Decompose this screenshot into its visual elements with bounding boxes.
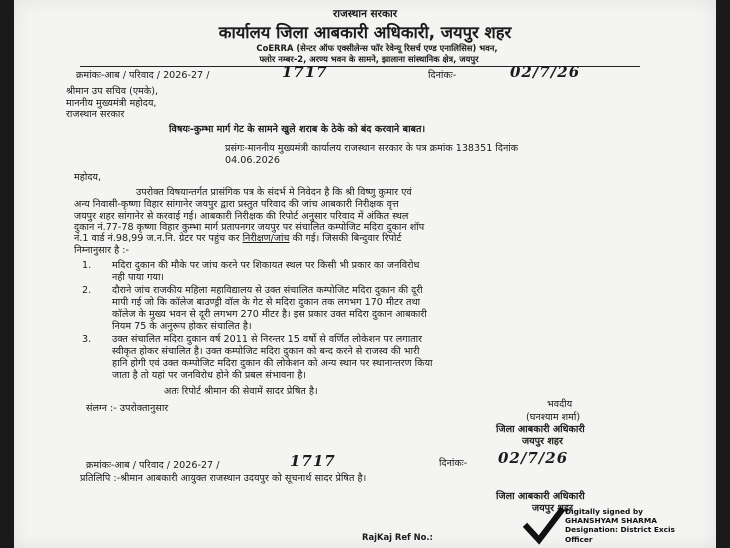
intro-line-4: दुकान नं.77-78 कृष्णा विहार कुम्भा मार्ग प्रतापनगर जयपुर पर संचालित कम्पोजिट मदिरा दुकान शॉप xyxy=(74,222,425,233)
office-address-line-2: फ्लोर नम्बर-2, अरण्य भवन के सामने, झालाना सांस्थानिक क्षेत्र, जयपुर xyxy=(259,54,479,64)
point-1-number: 1. xyxy=(82,260,92,271)
office-address-line-1: CoERRA (सेन्टर ऑफ एक्सीलेन्स फॉर रेवेन्यू रिसर्च एण्ड एनालिसिस) भवन, xyxy=(256,43,498,53)
signatory-designation: जिला आबकारी अधिकारी xyxy=(496,424,585,435)
reference-number-label: क्रमांकः-आब / परिवाद / 2026-27 / xyxy=(76,70,210,81)
copy-signatory-place: जयपुर शहर xyxy=(532,503,573,514)
intro-line-3: जयपुर शहर सांगानेर से करवाई गई। आबकारी निरीक्षक की रिपोर्ट अनुसार परिवाद में अंकित स्थल xyxy=(74,211,409,222)
signatory-name: (घनश्याम शर्मा) xyxy=(526,412,581,423)
digital-signature-signer: GHANSHYAM SHARMA xyxy=(565,516,657,526)
point-3-line-3: हानि होगी एवं उक्त कम्पोजिट मदिरा दुकान की लोकेशन को अन्य स्थान पर स्थानान्तरण किया xyxy=(112,358,433,369)
point-2-line-2: मापी गई जो कि कॉलेज बाउण्ड्री वॉल के गेट से मदिरा दुकान तक लगभग 170 मीटर तथा xyxy=(112,297,421,308)
verified-check-icon xyxy=(523,505,565,548)
date-handwritten: 02/7/26 xyxy=(510,63,581,81)
addressee-line-2: माननीय मुख्यमंत्री महोदय, xyxy=(66,98,157,109)
point-2-number: 2. xyxy=(82,285,92,296)
signatory-place: जयपुर शहर xyxy=(522,436,563,447)
point-1-line-1: मदिरा दुकान की मौके पर जांच करने पर शिकायत स्थल पर किसी भी प्रकार का जनविरोध xyxy=(112,260,420,271)
copy-reference-number-label: क्रमांकः-आब / परिवाद / 2026-27 / xyxy=(86,460,220,471)
digital-signature-designation: Designation: District Excis xyxy=(565,525,675,535)
intro-line-1: उपरोक्त विषयान्तर्गत प्रासंगिक पत्र के संदर्भ मे निवेदन है कि श्री विष्णु कुमार एवं xyxy=(136,187,412,198)
intro-line-5-b: की गई। जिसकी बिन्दुवार रिपोर्ट xyxy=(292,233,402,244)
point-3-line-2: स्वीकृत होकर संचालित है। उक्त कम्पोजिट मदिरा दुकान को बन्द करने से राजस्व की भारी xyxy=(112,346,420,357)
point-2-line-3: कॉलेज के मुख्य भवन से दूरी लगभग 270 मीटर है। इस प्रकार उक्त मदिरा दुकान आबकारी xyxy=(112,309,427,320)
digital-signature-text xyxy=(565,507,675,544)
enclosure-note: संलग्न :- उपरोक्तानुसार xyxy=(86,403,169,414)
reference-number-handwritten: 1717 xyxy=(282,63,328,81)
reference-letter-line-1: प्रसंगः-माननीय मुख्यमंत्री कार्यालय राजस्थान सरकार के पत्र क्रमांक 138351 दिनांक xyxy=(225,143,519,154)
signoff-bhavdiy: भवदीय xyxy=(547,399,573,410)
addressee-line-1: श्रीमान उप सचिव (एमके), xyxy=(66,86,159,97)
intro-line-5 xyxy=(74,233,401,245)
copy-signatory-designation: जिला आबकारी अधिकारी xyxy=(496,491,585,502)
forward-note: अतः रिपोर्ट श्रीमान की सेवामें सादर प्रेषित है। xyxy=(164,386,318,397)
point-2-line-1: दौराने जांच राजकीय महिला महाविद्यालय से उक्त संचालित कम्पोजिट मदिरा दुकान की दूरी xyxy=(112,285,423,296)
point-3-number: 3. xyxy=(82,334,92,345)
inspection-term: निरीक्षण/जांच xyxy=(242,233,290,244)
point-3-line-4: जाता है तो यहां पर जनविरोध होने की प्रबल संभावना है। xyxy=(112,370,306,381)
copy-date-label: दिनांकः- xyxy=(439,458,468,469)
addressee-line-3: राजस्थान सरकार xyxy=(66,109,125,120)
copy-to-line: प्रतिलिपि :-श्रीमान आबकारी आयुक्त राजस्थान उदयपुर को सूचनार्थ सादर प्रेषित है। xyxy=(80,473,367,484)
rajkaj-reference: RajKaj Ref No.: xyxy=(362,532,433,542)
intro-line-6: निम्नानुसार है :- xyxy=(74,245,129,256)
digital-signature-stamp xyxy=(523,505,716,548)
reference-letter-line-2: 04.06.2026 xyxy=(225,155,280,166)
copy-reference-number-handwritten: 1717 xyxy=(290,452,336,470)
copy-date-handwritten: 02/7/26 xyxy=(498,449,569,467)
point-3-line-1: उक्त संचालित मदिरा दुकान वर्ष 2011 से निरन्तर 15 वर्षो से वर्णित लोकेशन पर लगातार xyxy=(112,334,423,345)
intro-line-5-a: नं.1 वार्ड नं.98,99 ज.न.नि. ग्रेटर पर पहुंच कर xyxy=(74,233,240,244)
point-1-line-2: नही पाया गया। xyxy=(112,272,165,283)
salutation: महोदय, xyxy=(74,172,102,183)
govt-name: राजस्थान सरकार xyxy=(332,8,398,20)
digital-signature-line-1: Digitally signed by xyxy=(565,507,643,516)
intro-line-2: अन्य निवासी-कृष्णा विहार सांगानेर जयपुर द्वारा प्रस्तुत परिवाद की जांच आबकारी निरीक्षक वृत्त xyxy=(74,199,399,210)
point-2-line-4: नियम 75 के अनुरूप होकर संचालित है। xyxy=(112,321,252,332)
letter-page xyxy=(14,0,716,548)
date-label: दिनांकः- xyxy=(428,70,457,81)
digital-signature-line-4: Officer xyxy=(565,534,593,544)
office-title: कार्यालय जिला आबकारी अधिकारी, जयपुर शहर xyxy=(218,23,512,42)
subject-line: विषयः-कुम्भा मार्ग गेट के सामने खुले शराब के ठेके को बंद करवाने बाबत। xyxy=(169,124,426,135)
